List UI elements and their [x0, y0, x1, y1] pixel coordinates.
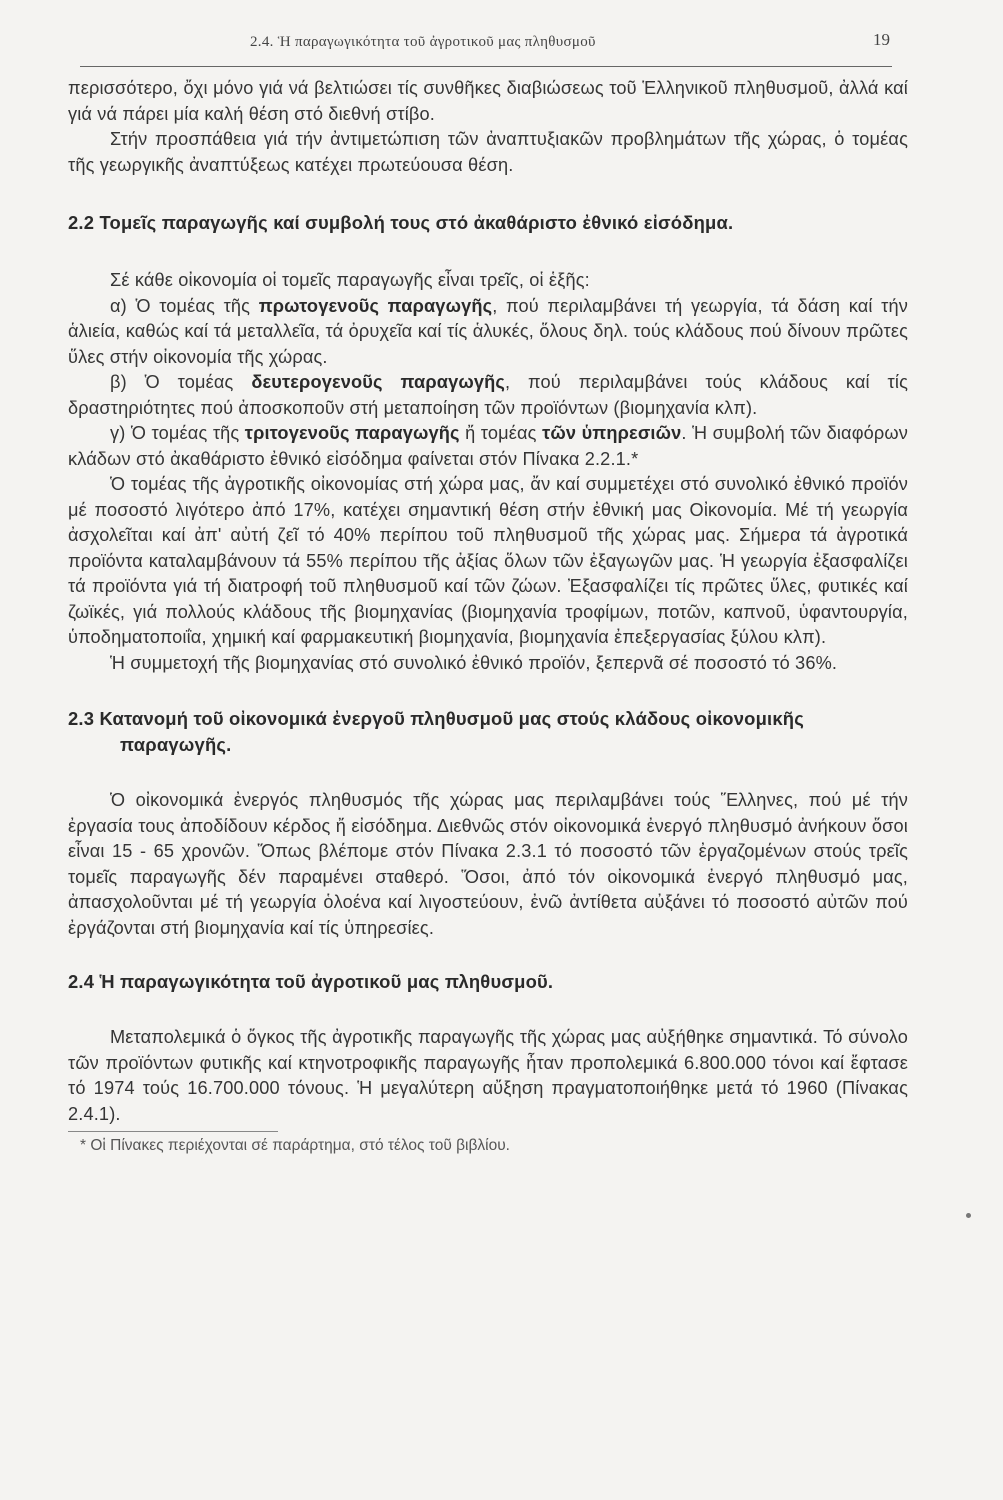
running-head: 2.4. Ἡ παραγωγικότητα τοῦ ἀγροτικοῦ μας πληθυσμοῦ	[250, 34, 596, 50]
section-2-3-paragraph: Ὁ οἰκονομικά ἐνεργός πληθυσμός τῆς χώρας μας περιλαμβάνει τούς Ἕλληνες, πού μέ τήν ἐργασία τους ἀποδίδουν κέρδος ἤ εἰσόδημα. Διεθνῶς στόν οἰκονομικά ἐνεργό πληθυσμό ἀνήκουν ὅσοι εἶναι 15 - 65 χρονῶν. Ὅπως βλέπομε στόν Πίνακα 2.3.1 τό ποσοστό τῶν ἐργαζομένων στούς τρεῖς τομεῖς παραγωγῆς δέν παραμένει σταθερό. Ὅσοι, ἀπό τόν οἰκονομικά ἐνεργό πληθυσμό μας, ἀπασχολοῦνται μέ τή γεωργία ὁλοένα καί λιγοστεύουν, ἐνῶ ἀντίθετα αὐξάνει τό ποσοστό αὐτῶν πού ἐργάζονται στή βιομηχανία καί τίς ὑπηρεσίες.	[68, 790, 908, 938]
sector-c-paragraph: γ) Ὁ τομέας τῆς τριτογενοῦς παραγωγῆς ἤ τομέας τῶν ὑπηρεσιῶν. Ἡ συμβολή τῶν διαφόρων κλάδων στό ἀκαθάριστο ἐθνικό εἰσόδημα φαίνεται στόν Πίνακα 2.2.1.*	[68, 423, 908, 469]
services-term: τῶν ὑπηρεσιῶν	[542, 423, 682, 443]
sector-b-paragraph: β) Ὁ τομέας δευτερογενοῦς παραγωγῆς, πού περιλαμβάνει τούς κλάδους καί τίς δραστηριότητες πού ἀποσκοποῦν στή μεταποίηση τῶν προϊόντων (βιομηχανία κλπ).	[68, 372, 908, 418]
footnote-rule	[68, 1131, 278, 1132]
intro-paragraph-2: Στήν προσπάθεια γιά τήν ἀντιμετώπιση τῶν ἀναπτυξιακῶν προβλημάτων τῆς χώρας, ὁ τομέας τῆς γεωργικῆς ἀναπτύξεως κατέχει πρωτεύουσα θέση.	[68, 129, 908, 175]
section-2-3-heading: 2.3 Κατανομή τοῦ οἰκονομικά ἐνεργοῦ πληθυσμοῦ μας στούς κλάδους οἰκονομικῆς παραγωγῆς.	[68, 708, 805, 755]
page-header	[80, 30, 892, 64]
section-2-2-heading: 2.2 Τομεῖς παραγωγῆς καί συμβολή τους στό ἀκαθάριστο ἐθνικό εἰσόδημα.	[68, 212, 734, 233]
agriculture-paragraph: Ὁ τομέας τῆς ἀγροτικῆς οἰκονομίας στή χώρα μας, ἄν καί συμμετέχει στό συνολικό ἐθνικό προϊόν μέ ποσοστό λιγότερο ἀπό 17%, κατέχει σημαντική θέση στήν ἐθνική μας Οἰκονομία. Μέ τή γεωργία ἀσχολεῖται καί ἀπ' αὐτή ζεῖ τό 40% περίπου τοῦ πληθυσμοῦ τῆς χώρας μας. Σήμερα τά ἀγροτικά προϊόντα καταλαμβάνουν τά 55% περίπου τῆς ἀξίας ὅλων τῶν ἐξαγωγῶν μας. Ἡ γεωργία ἐξασφαλίζει τά προϊόντα γιά τή διατροφή τοῦ πληθυσμοῦ καί τῶν ζώων. Ἐξασφαλίζει τίς πρῶτες ὕλες, φυτικές καί ζωϊκές, γιά πολλούς κλάδους τῆς βιομηχανίας (βιομηχανία τροφίμων, ποτῶν, καπνοῦ, ὑφαντουργία, ὑποδηματοποιΐα, χημική καί φαρμακευτική βιομηχανία, βιομηχανία ἐπεξεργασίας ξύλου κλπ).	[68, 474, 908, 647]
footnote: * Οἱ Πίνακες περιέχονται σέ παράρτημα, στό τέλος τοῦ βιβλίου.	[80, 1137, 510, 1154]
tertiary-production-term: τριτογενοῦς παραγωγῆς	[244, 423, 460, 443]
section-2-2-intro: Σέ κάθε οἰκονομία οἱ τομεῖς παραγωγῆς εἶναι τρεῖς, οἱ ἑξῆς:	[110, 270, 590, 290]
intro-paragraph-1: περισσότερο, ὄχι μόνο γιά νά βελτιώσει τίς συνθῆκες διαβιώσεως τοῦ Ἑλληνικοῦ πληθυσμοῦ, ἀλλά καί γιά νά πάρει μία καλή θέση στό διεθνή στίβο.	[68, 78, 908, 124]
primary-production-term: πρωτογενοῦς παραγωγῆς	[258, 295, 493, 316]
industry-paragraph: Ἡ συμμετοχή τῆς βιομηχανίας στό συνολικό ἐθνικό προϊόν, ξεπερνᾶ σέ ποσοστό τό 36%.	[110, 652, 838, 673]
page-number: 19	[873, 30, 890, 49]
section-2-4-heading: 2.4 Ἡ παραγωγικότητα τοῦ ἀγροτικοῦ μας πληθυσμοῦ.	[68, 971, 554, 992]
page-content	[68, 76, 908, 1157]
section-2-4-paragraph: Μεταπολεμικά ὁ ὄγκος τῆς ἀγροτικῆς παραγωγῆς τῆς χώρας μας αὐξήθηκε σημαντικά. Τό σύνολο τῶν προϊόντων φυτικῆς καί κτηνοτροφικῆς παραγωγῆς ἦταν προπολεμικά 6.800.000 τόνοι καί ἔφτασε τό 1974 τούς 16.700.000 τόνους. Ἡ μεγαλύτερη αὔξηση πραγματοποιήθηκε μετά τό 1960 (Πίνακας 2.4.1).	[68, 1027, 908, 1124]
scan-speck	[966, 1213, 971, 1218]
header-rule	[80, 66, 892, 67]
sector-a-paragraph: α) Ὁ τομέας τῆς πρωτογενοῦς παραγωγῆς, πού περιλαμβάνει τή γεωργία, τά δάση καί τήν ἁλιεία, καθώς καί τά μεταλλεῖα, τά ὀρυχεῖα καί τίς ἁλυκές, ὅλους δηλ. τούς κλάδους πού δίνουν πρῶτες ὕλες στήν οἰκονομία τῆς χώρας.	[68, 295, 908, 367]
secondary-production-term: δευτερογενοῦς παραγωγῆς	[251, 372, 506, 392]
